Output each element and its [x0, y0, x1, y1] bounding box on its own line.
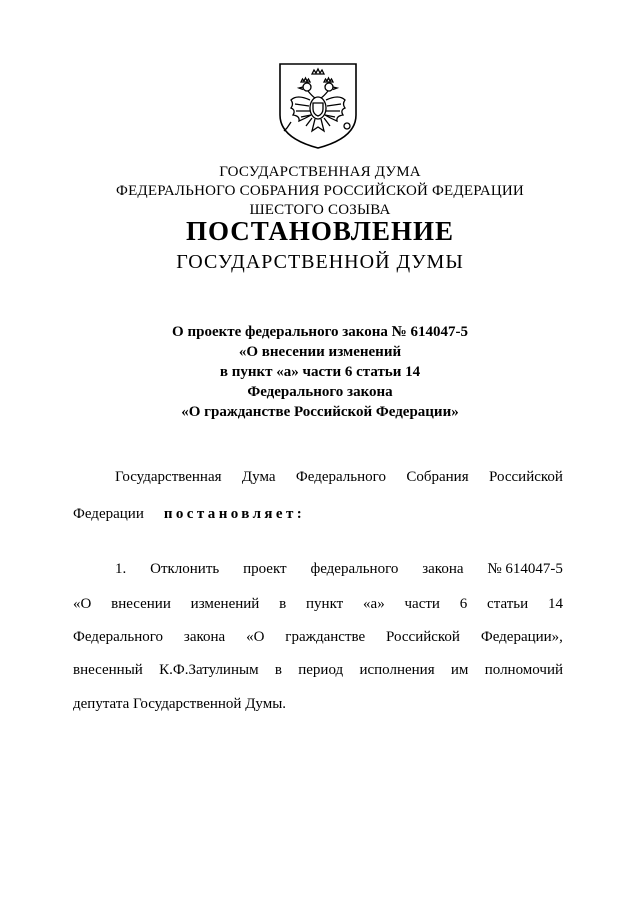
word: Российской	[386, 629, 460, 645]
preamble-line-2	[73, 504, 563, 524]
subject-line: «О гражданстве Российской Федерации»	[181, 404, 459, 420]
item1-line-2	[73, 594, 563, 614]
item1-line-5: депутата Государственной Думы.	[73, 696, 287, 712]
document-subtitle: ГОСУДАРСТВЕННОЙ ДУМЫ	[176, 251, 464, 273]
institution-header	[0, 163, 640, 220]
word: закона	[422, 561, 464, 577]
word: Отклонить	[150, 561, 220, 577]
preamble-line-1	[115, 467, 563, 487]
subject-line: Федерального закона	[247, 384, 393, 400]
word: им	[450, 662, 469, 678]
item-number: 1.	[115, 561, 127, 577]
word: проект	[243, 561, 287, 577]
item1-line-3	[73, 627, 563, 647]
subject-line: в пункт «а» части 6 статьи 14	[219, 364, 421, 380]
word: пункт	[306, 596, 344, 612]
bill-number: № 614047-5	[487, 561, 563, 577]
subject-line: «О внесении изменений	[238, 344, 402, 360]
item1-line-4	[73, 660, 563, 680]
document-subject	[0, 322, 640, 422]
word: части	[404, 596, 440, 612]
word: закона	[183, 629, 226, 645]
word: Федерального	[295, 469, 386, 485]
resolution-verb: постановляет:	[163, 506, 306, 522]
subject-line: О проекте федерального закона № 614047-5	[172, 324, 468, 340]
word: внесенный	[73, 662, 143, 678]
word: Собрания	[406, 469, 469, 485]
word: внесении	[111, 596, 171, 612]
header-line-convocation: ШЕСТОГО СОЗЫВА	[249, 202, 391, 218]
word: в	[279, 596, 287, 612]
word: 14	[547, 596, 563, 612]
word: исполнения	[359, 662, 435, 678]
word: гражданстве	[285, 629, 366, 645]
item1-line-1	[115, 559, 563, 579]
word: 6	[459, 596, 468, 612]
word: Дума	[241, 469, 276, 485]
deputy-name: К.Ф.Затулиным	[159, 662, 259, 678]
word: Государственная	[115, 469, 222, 485]
word: статьи	[487, 596, 529, 612]
word: Федерации»,	[480, 629, 563, 645]
state-emblem-icon	[277, 60, 359, 150]
header-line-duma: ГОСУДАРСТВЕННАЯ ДУМА	[219, 164, 421, 180]
word: изменений	[190, 596, 260, 612]
word: Федерального	[73, 629, 164, 645]
word: период	[298, 662, 344, 678]
word: Российской	[489, 469, 563, 485]
word: в	[274, 662, 282, 678]
word: полномочий	[484, 662, 563, 678]
word: Федерации	[73, 506, 144, 522]
word: «О	[73, 596, 92, 612]
document-title: ПОСТАНОВЛЕНИЕ	[185, 216, 455, 246]
header-line-federal-assembly: ФЕДЕРАЛЬНОГО СОБРАНИЯ РОССИЙСКОЙ ФЕДЕРАЦИИ	[116, 183, 524, 199]
word: «О	[246, 629, 265, 645]
word: «а»	[363, 596, 385, 612]
word: федерального	[310, 561, 399, 577]
